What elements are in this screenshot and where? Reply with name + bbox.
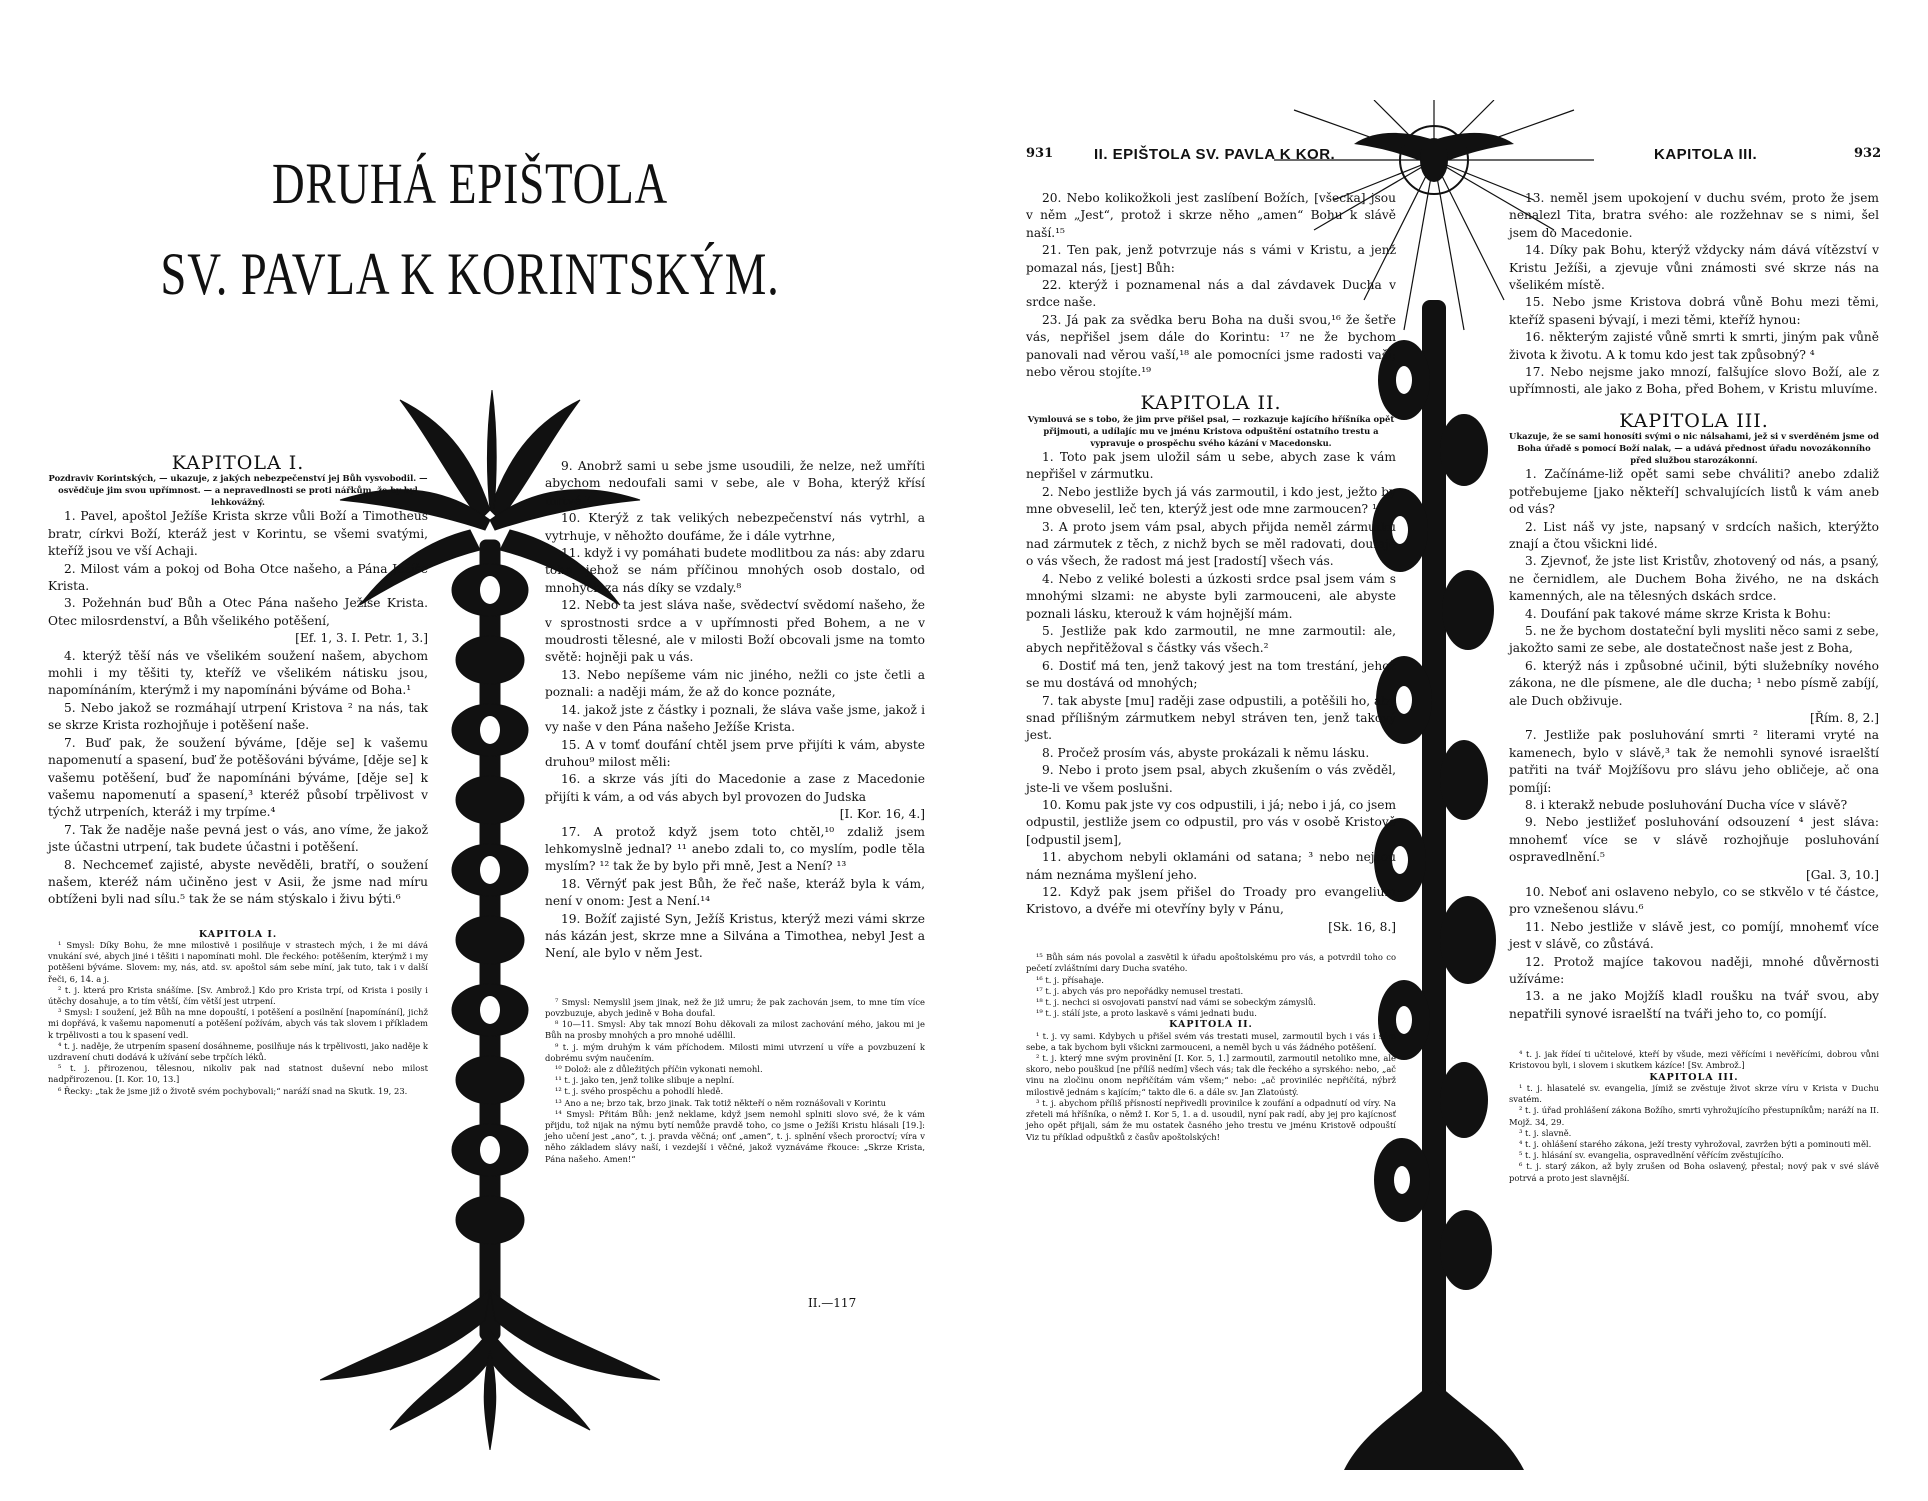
verse: 13. neměl jsem upokojení v duchu svém, proto že jsem nenalezl Tita, bratra svého: ale rozžehnav se s nimi, šel jsem do Macedonie.	[1509, 191, 1879, 240]
chapter-summary: Ukazuje, že se sami honosíti svými o nic nálsahami, jež si v sverděném jsme od Boha úřadě s pomocí Boží nalak, — a udává přednost úřadu novozákonního před službou starozákonní.	[1509, 431, 1879, 466]
verse: 16. některým zajisté vůně smrti k smrti, jiným pak vůně života k životu. A k tomu kdo jest tak způsobný? ⁴	[1509, 330, 1879, 362]
footnote: ¹⁴ Smysl: Přitám Bůh: jenž neklame, když jsem nemohl splniti slovo své, že k vám přijdu, tož nijak na nýmu bytí nemůže pravdě toho, co jsme o Ježíši Kristu hlásali [19.]: jeho učení jest „ano“, t. j. pravda věčná; onť „amen“, t. j. splnění všech proroctví; víra v něho základem slávy naší, i vezdejší i věčné, jakož vyznáváme řkouce: „Skrze Krista, Pána našeho. Amen!“	[545, 1108, 925, 1164]
running-header-left: II. EPIŠTOLA SV. PAVLA K KOR.	[1094, 146, 1336, 163]
verse-reference: [Gal. 3, 10.]	[1805, 867, 1879, 882]
verse: 7. Tak že naděje naše pevná jest o vás, ano víme, že jakož jste účastni utrpení, tak budete účastni i potěšení.	[48, 822, 428, 855]
footnote: ¹² t. j. svého prospěchu a pohodlí hledě.	[555, 1086, 724, 1097]
footnote: ⁵ t. j. hlásání sv. evangelia, ospravedlnění věřícím zvěstujícího.	[1519, 1150, 1784, 1161]
verse: 5. Nebo jakož se rozmáhají utrpení Kristova ² na nás, tak se skrze Krista rozhojňuje i potěšení naše.	[48, 700, 428, 733]
footnote: ³ Smysl: I soužení, jež Bůh na mne dopouští, i potěšení a posilnění [napomínání], jichž mi dopřává, k vašemu napomenutí a potěšení požívám, abych vás tak slovem i příkladem k trpělivosti a tou k spasení vedl.	[48, 1007, 428, 1040]
verse-reference: [Ef. 1, 3. I. Petr. 1, 3.]	[295, 631, 428, 646]
page-number-left: 931	[1026, 146, 1054, 161]
verse: 2. List náš vy jste, napsaný v srdcích našich, kterýžto znají a čtou všickni lidé.	[1509, 519, 1879, 551]
footnote: ⁴ t. j. ohlášení starého zákona, ježí tresty vyhrožoval, zavržen býti a pominouti měl.	[1519, 1138, 1872, 1149]
verse: 7. tak abyste [mu] raději zase odpustili, a potěšili ho, aby snad přílišným zármutkem nebyl stráven ten, jenž takový jest.	[1026, 693, 1396, 743]
left-col-1	[48, 452, 428, 1097]
footnote: ¹¹ t. j. jako ten, jenž tolike slibuje a neplní.	[555, 1075, 735, 1086]
footnote: ⁴ t. j. jak řídeí ti učitelové, kteří by všude, mezi věřícími i nevěřícími, dobrou vůni Kristovou byli, i slovem i skutkem kázíce! [Sv. Ambrož.]	[1509, 1049, 1879, 1071]
page-number-right: 932	[1854, 146, 1882, 161]
verse: 12. Protož majíce takovou naději, mnohé důvěrnosti užíváme:	[1509, 954, 1879, 987]
verse: 16. a skrze vás jíti do Macedonie a zase z Macedonie přijíti k vám, a od vás abych byl provozen do Judska	[545, 772, 925, 804]
verse: 13. Nebo nepíšeme vám nic jiného, nežli co jste četli a poznali: a naději mám, že až do konce poznáte,	[545, 667, 925, 700]
page-title-line2: SV. PAVLA K KORINTSKÝM.	[160, 241, 780, 307]
verse: 4. Doufání pak takové máme skrze Krista k Bohu:	[1525, 606, 1831, 621]
footnote: ¹⁸ t. j. nechci si osvojovati panství nad vámi se sobeckým zámyslů.	[1036, 997, 1316, 1008]
footnote: ³ t. j. abychom příliš přísností nepřivedli provinilce k zoufání a odpadnutí od víry. Na zřeteli má hříšníka, o němž I. Kor 5, 1. a d. usoudil, nyní pak radí, aby jej pro kajícnosť jeho opět přijali, sám že mu ostatek časného jeho trestu ve jménu Kristově odpouští Viz tu příklad odpuštků z časův apoštolských!	[1026, 1097, 1396, 1142]
footnotes	[1509, 1049, 1879, 1183]
verse: 13. a ne jako Mojžíš kladl roušku na tvář svou, aby nepatřili synové israelští na tváři jeho to, co pomíjí.	[1509, 989, 1879, 1021]
verse: 3. Požehnán buď Bůh a Otec Pána našeho Ježíše Krista. Otec milosrdenství, a Bůh všelikého potěšení,	[48, 596, 428, 628]
verse: 14. Díky pak Bohu, kterýž vždycky nám dává vítězství v Kristu Ježíši, a zjevuje vůni známosti své skrze nás na všelikém místě.	[1509, 243, 1879, 293]
verse: 7. Jestliže pak posluhování smrti ² literami vryté na kamenech, bylo v slávě,³ tak že nemohli synové israelští patřiti na tvář Mojžíšovu pro slávu jeho obličeje, ač ona pomíjí:	[1509, 728, 1879, 795]
verse: 2. Nebo jestliže bych já vás zarmoutil, i kdo jest, ježto by mne obveselil, leč ten, kterýž jest ode mne zarmoucen? ¹	[1026, 484, 1396, 517]
verse: 11. abychom nebyli oklamáni od satana; ³ nebo nejsou nám neznáma myšlení jeho.	[1026, 850, 1396, 882]
verse: 2. Milost vám a pokoj od Boha Otce našeho, a Pána Ježíše Krista.	[48, 561, 428, 594]
footnote: ² t. j. úřad prohlášení zákona Božího, smrti vyhrožujícího přestupníkům; naráží na II. Mojž. 34, 29.	[1509, 1105, 1879, 1127]
verse: 10. Komu pak jste vy cos odpustili, i já; nebo i já, co jsem odpustil, jestliže jsem co odpustil, pro vás v osobě Kristově [odpustil jsem],	[1026, 798, 1396, 847]
chapter-heading: KAPITOLA III.	[1619, 409, 1769, 432]
verse: 7. Buď pak, že soužení býváme, [děje se] k vašemu napomenutí a spasení, buď že potěšováni býváme, [děje se] k vašemu potěšení, buď že napomínáni býváme, [děje se] k vašemu napomenutí a spasení,³ kteréž působí trpělivost v týchž utrpeních, kteráž i my trpíme.⁴	[48, 735, 428, 820]
verse: 21. Ten pak, jenž potvrzuje nás s vámi v Kristu, a jenž pomazal nás, [jest] Bůh:	[1026, 243, 1396, 275]
verse: 8. i kterakž nebude posluhování Ducha více v slávě?	[1525, 798, 1848, 812]
footnote: ¹⁰ Dolož: ale z důležitých příčin vykonati nemohl.	[555, 1064, 763, 1074]
verse: 15. A v tomť doufání chtěl jsem prve přijíti k vám, abyste druhou⁹ milost měli:	[545, 737, 925, 769]
chapter-summary: Vymlouvá se s tobo, že jim prve přišel psal, — rozkazuje kajícího hříšníka opět přijmouti, a udílajíc mu ve jménu Kristova odpuštění ostatního trestu a vypravuje o prospěchu svého kázání v Macedonsku.	[1027, 413, 1395, 448]
verse: 9. Nebo i proto jsem psal, abych zkušením o vás zvěděl, jste-li ve všem poslušni.	[1026, 763, 1396, 795]
verse: 17. Nebo nejsme jako mnozí, falšujíce slovo Boží, ale z upřímnosti, ale jako z Boha, před Bohem, v Kristu mluvíme.	[1509, 365, 1879, 397]
verse: 14. jakož jste z částky i poznali, že sláva vaše jsme, jakož i vy naše v den Pána našeho Ježíše Krista.	[545, 702, 925, 735]
footnote: ¹ t. j. hlasatelé sv. evangelia, jímiž se zvěstuje život skrze víru v Krista v Duchu svatém.	[1509, 1082, 1879, 1105]
verse: 1. Toto pak jsem uložil sám u sebe, abych zase k vám nepřišel v zármutku.	[1026, 449, 1396, 482]
footnote: ¹³ Ano a ne; brzo tak, brzo jinak. Tak totiž někteří o něm roznášovali v Korintu	[555, 1097, 886, 1108]
footnote: ¹⁷ t. j. abych vás pro nepořádky nemusel trestati.	[1036, 985, 1244, 996]
verse-reference: [Řím. 8, 2.]	[1809, 710, 1879, 725]
footnotes	[48, 929, 428, 1097]
footnote: ³ t. j. slavně.	[1519, 1127, 1572, 1138]
verse: 6. kterýž nás i způsobné učinil, býti služebníky nového zákona, ne dle písmene, ale dle ducha; ¹ nebo písmě zabíjí, ale Duch obživuje.	[1509, 658, 1879, 708]
verse-reference: [I. Kor. 16, 4.]	[839, 807, 925, 822]
footnote: ¹ Smysl: Díky Bohu, že mne milostivě i posilňuje v strastech mých, i že mi dává vnukání své, abych jiné i těšiti i napomínati mohl. Dle řeckého: potěšením, kterýmž i my potěšeni býváme. Slovem: my, nás, atd. sv. apoštol sám sebe míní, jak tuto, tak i v další řeči, 6, 14. a j.	[48, 939, 428, 984]
right-page	[964, 0, 1928, 1501]
right-col-2	[1509, 190, 1879, 1184]
verse: 12. Nebo ta jest sláva naše, svědectví svědomí našeho, že v sprostnosti srdce a v upřímnosti před Bohem, a ne v moudrosti tělesné, ale v milosti Boží obcovali jsme na tomto světě: hojněji pak u vás.	[545, 598, 925, 665]
verse: 4. kterýž těší nás ve všelikém soužení našem, abychom mohli i my těšiti ty, kteříž ve všelikém nátisku jsou, napomínáním, kterýmž i my napomínáni býváme od Boha.¹	[48, 648, 428, 698]
running-header-right: KAPITOLA III.	[1654, 146, 1758, 163]
verse: 23. Já pak za svědka beru Boha na duši svou,¹⁶ že šetře vás, nepřišel jsem dále do Korintu: ¹⁷ ne že bychom panovali nad věrou vaší,¹⁸ ale pomocníci jsme radosti vaší; nebo věrou stojíte.¹⁹	[1026, 312, 1396, 380]
verse-reference: [Sk. 16, 8.]	[1328, 919, 1396, 934]
verse: 5. Jestliže pak kdo zarmoutil, ne mne zarmoutil: ale, abych nepřitěžoval s částky vás všech.²	[1026, 623, 1396, 656]
footnote: ⁷ Smysl: Nemyslil jsem jinak, než že již umru; že pak zachován jsem, to mne tím více povzbuzuje, abych jedině v Boha doufal.	[545, 996, 925, 1018]
verse: 3. Zjevnoť, že jste list Kristův, zhotovený od nás, a psaný, ne černidlem, ale Duchem Boha živého, ne na dskách kamenných, ale na tělesných dskách srdce.	[1509, 554, 1879, 604]
verse: 20. Nebo kolikožkoli jest zaslíbení Božích, [všecka] jsou v něm „Jest“, protož i skrze něho „amen“ Bohu k slávě naší.¹⁵	[1026, 191, 1396, 240]
verse: 12. Když pak jsem přišel do Troady pro evangelium Kristovo, a dvéře mi otevříny byly v Pánu,	[1026, 885, 1396, 917]
footnote: ¹⁶ t. j. přísahaje.	[1036, 974, 1104, 985]
page-title-line1: DRUHÁ EPIŠTOLA	[272, 151, 668, 216]
verse: 10. Neboť ani oslaveno nebylo, co se stkvělo v té částce, pro vznešenou slávu.⁶	[1509, 885, 1879, 917]
verse: 9. Nebo jestližeť posluhování odsouzení ⁴ jest sláva: mnohemť více se v slávě rozhojňuje posluhování ospravedlnění.⁵	[1509, 815, 1879, 865]
footnote: ⁵ t. j. přirozenou, tělesnou, nikoliv pak nad statnost duševní nebo milost nadpřirozenou. [I. Kor. 10, 13.]	[48, 1063, 428, 1085]
verse: 9. Anobrž sami u sebe jsme usoudili, že nelze, než umříti abychom nedoufali sami v sebe, ale v Boha, kterýž křísí mrtvé.⁷	[545, 459, 925, 508]
verse: 1. Začínáme-liž opět sami sebe chváliti? anebo zdaliž potřebujeme [jako někteří] schvalujících listů k vám aneb od vás?	[1509, 467, 1879, 517]
verse: 11. Nebo jestliže v slávě jest, co pomíjí, mnohemť více jest v slávě, co zůstává.	[1509, 919, 1879, 952]
verse: 1. Pavel, apoštol Ježíše Krista skrze vůli Boží a Timotheus bratr, církvi Boží, kteráž jest v Korintu, se všemi svatými, kteříž jsou ve vší Achaji.	[48, 509, 428, 559]
verse: 8. Pročež prosím vás, abyste prokázali k němu lásku.	[1042, 745, 1370, 760]
chapter-heading: KAPITOLA II.	[1140, 392, 1282, 415]
verse: 22. kterýž i poznamenal nás a dal závdavek Ducha v srdce naše.	[1026, 278, 1396, 310]
footnote: ⁶ Řecky: „tak že jsme již o životě svém pochybovali;“ naráží snad na Skutk. 19, 23.	[58, 1085, 408, 1096]
footnotes-heading: KAPITOLA I.	[198, 928, 278, 940]
right-col-1	[1026, 190, 1396, 1143]
footnote: ¹⁹ t. j. stálí jste, a proto laskavě s vámi jednati budu.	[1036, 1008, 1257, 1019]
verse: 5. ne že bychom dostateční byli mysliti něco sami z sebe, jakožto sami ze sebe, ale dostatečnost naše jest z Boha,	[1509, 623, 1879, 656]
verse: 11. když i vy pomáhati budete modlitbou za nás: aby zdaru toho, jehož se nám příčinou mnohých osob dostalo, od mnohých za nás díky se vzdaly.⁸	[545, 546, 925, 595]
footnote: ⁹ t. j. mým druhým k vám příchodem. Milosti mimi utvrzení u víře a povzbuzení k dobrému svým naučením.	[545, 1041, 925, 1063]
left-col-2	[545, 458, 925, 1165]
footnotes	[1026, 952, 1396, 1142]
verse: 6. Dostiť má ten, jenž takový jest na tom trestání, jehož se mu dostává od mnohých;	[1026, 658, 1396, 691]
footnotes	[545, 997, 925, 1165]
chapter-heading: KAPITOLA I.	[171, 452, 305, 474]
verse: 3. A proto jsem vám psal, abych přijda neměl zármutku nad zármutek z těch, z nichž bych se měl radovati, doufaje o vás všech, že radost má jest [radostí] všech vás.	[1026, 519, 1396, 569]
footnote: ¹⁵ Bůh sám nás povolal a zasvětil k úřadu apoštolskému pro vás, a potvrdil toho co pečetí zvláštními dary Ducha svatého.	[1026, 952, 1396, 974]
verse: 10. Kterýž z tak velikých nebezpečenství nás vytrhl, a vytrhuje, v něhožto doufáme, že i dále vytrhne,	[545, 511, 925, 543]
verse: 17. A protož když jsem toto chtěl,¹⁰ zdaliž jsem lehkomyslně jednal? ¹¹ anebo zdali to, co myslím, podle těla myslím? ¹² tak že by bylo při mně, Jest a Není? ¹³	[545, 824, 925, 874]
footnote: ² t. j. který mne svým provinění [I. Kor. 5, 1.] zarmoutil, zarmoutil netoliko mne, ale skoro, nebo pouškud [ne přílíš nedím] všech vás; tak dle řeckého a syrského: nebo, „ač vinu na zločinu onom nepřičítám vám všem;“ nebo: „ač proviniléc nepřičítá, nýbrž milostivě jednám s kajícím;“ takto dle 6. a dále sv. Jan Zlatoústý.	[1026, 1053, 1396, 1097]
verse: 19. Božíť zajisté Syn, Ježíš Kristus, kterýž mezi vámi skrze nás kázán jest, skrze mne a Silvána a Timothea, nebyl Jest a Není, ale bylo v něm Jest.	[545, 911, 925, 961]
verse: 18. Věrnýť pak jest Bůh, že řeč naše, kteráž byla k vám, není v onom: Jest a Není.¹⁴	[545, 876, 925, 909]
footnotes-heading: KAPITOLA II.	[1169, 1019, 1253, 1031]
footnote: ² t. j. která pro Krista snášíme. [Sv. Ambrož.] Kdo pro Krista trpí, od Krista i posily i útěchy dosahuje, a to tím větší, čím větší jest utrpení.	[48, 984, 428, 1006]
verse: 15. Nebo jsme Kristova dobrá vůně Bohu mezi těmi, kteříž spaseni bývají, i mezi těmi, kteříž hynou:	[1509, 295, 1879, 327]
footnote: ¹ t. j. vy sami. Kdybych u přišel svém vás trestati musel, zarmoutil bych i vás i sám sebe, a tak bychom byli všickni zarmouceni, a neměl bych u vás žádného potěšení.	[1026, 1030, 1396, 1052]
verse: 4. Nebo z veliké bolesti a úzkosti srdce psal jsem vám s mnohými slzami: ne abyste byli zarmouceni, ale abyste poznali lásku, kterouž k vám hojnější mám.	[1026, 571, 1396, 621]
footnote: ⁶ t. j. starý zákon, až byly zrušen od Boha oslavený, přestal; nový pak v své slávě potrvá a proto jest slavnější.	[1509, 1161, 1879, 1183]
footnote: ⁸ 10—11. Smysl: Aby tak mnozí Bohu děkovali za milost zachování mého, jakou mi je Bůh na prosby mnohých a pro mnohé uděllil.	[545, 1019, 925, 1041]
footnote: ⁴ t. j. naděje, že utrpením spasení dosáhneme, posilňuje nás k trpělivosti, jako naděje k uzdravení chuti dodává k užívání sebe trpčích léků.	[48, 1040, 428, 1062]
footnotes-heading: KAPITOLA III.	[1649, 1071, 1739, 1083]
chapter-summary: Pozdraviv Korintských, — ukazuje, z jakých nebezpečenství jej Bůh vysvobodil. — osvědčuje jim svou upřímnost. — a nepravedlnosti se proti nářkům, že by byl lehkovážný.	[48, 473, 428, 508]
signature-mark: II.—117	[808, 1296, 857, 1310]
verse: 8. Nechcemeť zajisté, abyste nevěděli, bratří, o soužení našem, kteréž nám učiněno jest v Asii, že jsme nad míru obtíženi byli nad sílu.⁵ tak že se nám stýskalo i živu býti.⁶	[48, 857, 428, 907]
